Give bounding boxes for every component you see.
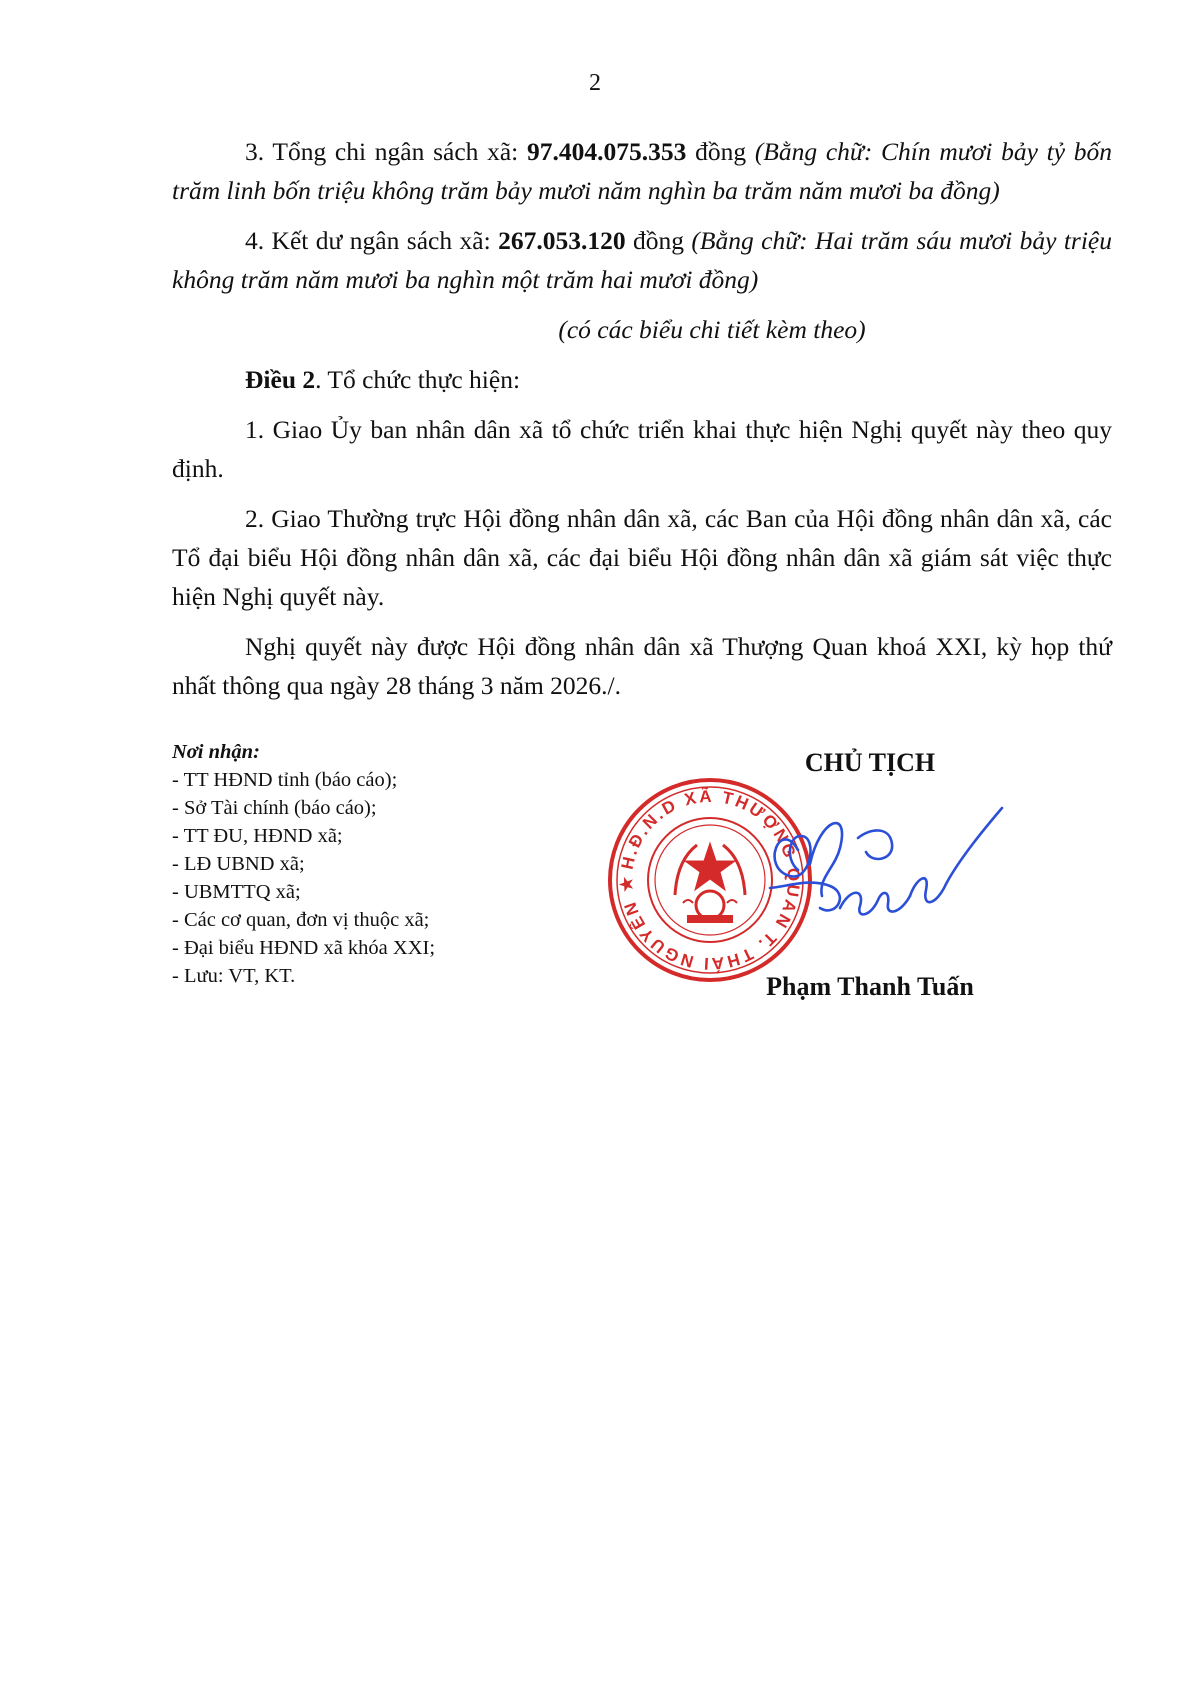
total-expenditure-label: 3. Tổng chi ngân sách xã:	[245, 137, 527, 166]
total-expenditure-in-words: (Bằng chữ: Chín mươi bảy tỷ bốn trăm linh bốn triệu không trăm bảy mươi năm nghìn ba trăm năm mươi ba đồng)	[172, 137, 1112, 205]
article-2-label: Điều 2	[245, 365, 316, 394]
recipients-title: Nơi nhận:	[172, 741, 260, 763]
article-2-item-1: 1. Giao Ủy ban nhân dân xã tổ chức triển khai thực hiện Nghị quyết này theo quy định.	[172, 415, 1112, 483]
currency-unit: đồng	[686, 137, 755, 166]
signer-name: Phạm Thanh Tuấn	[766, 972, 974, 1001]
recipient-item: - Các cơ quan, đơn vị thuộc xã;	[172, 909, 430, 931]
attached-tables-note: (có các biểu chi tiết kèm theo)	[558, 315, 866, 344]
budget-surplus-in-words: (Bằng chữ: Hai trăm sáu mươi bảy triệu không trăm năm mươi ba nghìn một trăm hai mươi đồng)	[172, 226, 1112, 294]
recipient-item: - Sở Tài chính (báo cáo);	[172, 797, 377, 819]
recipient-item: - TT HĐND tỉnh (báo cáo);	[172, 769, 398, 791]
article-2-heading	[172, 360, 1112, 399]
closing-statement: Nghị quyết này được Hội đồng nhân dân xã Thượng Quan khoá XXI, kỳ họp thứ nhất thông qua ngày 28 tháng 3 năm 2026./.	[172, 632, 1112, 700]
paragraph-budget-surplus	[172, 221, 1112, 299]
handwritten-signature-icon	[740, 778, 1010, 948]
recipients-list	[172, 738, 435, 990]
article-2-item-2: 2. Giao Thường trực Hội đồng nhân dân xã, các Ban của Hội đồng nhân dân xã, các Tổ đại biểu Hội đồng nhân dân xã, các đại biểu Hội đồng nhân dân xã giám sát việc thực hiện Nghị quyết này.	[172, 504, 1112, 611]
total-expenditure-amount: 97.404.075.353	[527, 137, 687, 166]
recipient-item: - LĐ UBND xã;	[172, 853, 305, 875]
currency-unit: đồng	[625, 226, 692, 255]
paragraph-total-expenditure	[172, 132, 1112, 210]
budget-surplus-label: 4. Kết dư ngân sách xã:	[245, 226, 499, 255]
document-body	[172, 132, 1112, 716]
recipient-item: - UBMTTQ xã;	[172, 881, 301, 903]
signer-title: CHỦ TỊCH	[804, 748, 936, 777]
recipient-item: - Đại biểu HĐND xã khóa XXI;	[172, 937, 436, 959]
budget-surplus-amount: 267.053.120	[498, 226, 626, 255]
article-2-text: . Tổ chức thực hiện:	[315, 365, 521, 394]
page-number: 2	[589, 70, 601, 96]
recipient-item: - TT ĐU, HĐND xã;	[172, 825, 343, 847]
svg-text:H.Đ.N.D XÃ THƯỢNG QUAN T. THÁI: H.Đ.N.D XÃ THƯỢNG QUAN T. THÁI NGUYÊN ★	[616, 786, 804, 974]
recipient-item: - Lưu: VT, KT.	[172, 965, 296, 987]
